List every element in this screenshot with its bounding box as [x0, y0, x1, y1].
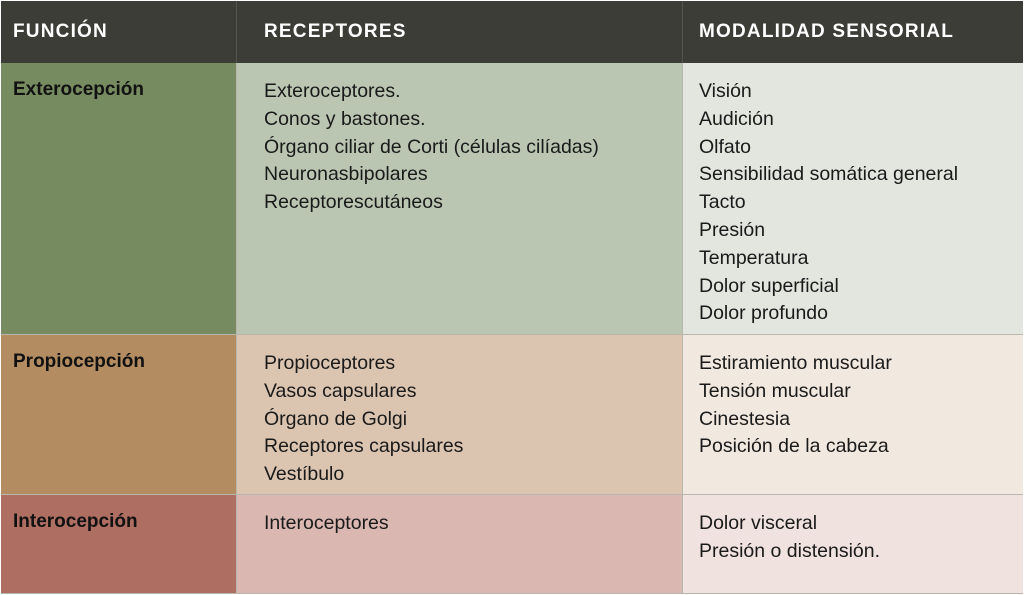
funcion-cell: Exterocepción — [1, 63, 237, 335]
list-item: Exteroceptores. — [264, 80, 401, 102]
header-receptores: RECEPTORES — [237, 1, 683, 63]
list-item: Presión — [699, 218, 766, 241]
list-item: Órgano ciliar de Corti (células cilíadas) — [264, 135, 599, 158]
modalidad-cell — [683, 63, 1023, 335]
list-item: Vasos capsulares — [264, 379, 417, 402]
list-item: Vestíbulo — [264, 463, 345, 486]
list-item: Dolor visceral — [699, 512, 818, 534]
list-item: Visión — [699, 80, 752, 102]
list-item: Conos y bastones. — [264, 107, 426, 130]
receptores-cell — [237, 335, 683, 495]
list-item: Receptores capsulares — [264, 435, 464, 458]
list-item: Posición de la cabeza — [699, 435, 889, 458]
modalidad-cell — [683, 335, 1023, 495]
sensory-function-table — [1, 1, 1023, 594]
list-item: Temperatura — [699, 246, 809, 269]
receptores-cell — [237, 63, 683, 335]
list-item: Interoceptores — [264, 512, 389, 534]
list-item: Neuronasbipolares — [264, 163, 428, 186]
list-item: Presión o distensión. — [699, 539, 881, 562]
funcion-cell: Interocepción — [1, 495, 237, 594]
modalidad-cell — [683, 495, 1023, 594]
list-item: Audición — [699, 107, 774, 130]
receptores-cell — [237, 495, 683, 594]
list-item: Tacto — [699, 191, 746, 214]
list-item: Cinestesia — [699, 407, 791, 430]
header-modalidad-sensorial: MODALIDAD SENSORIAL — [683, 1, 1023, 63]
list-item: Tensión muscular — [699, 379, 851, 402]
list-item: Sensibilidad somática general — [699, 163, 959, 186]
list-item: Órgano de Golgi — [264, 407, 408, 430]
list-item: Receptorescutáneos — [264, 191, 443, 214]
list-item: Estiramiento muscular — [699, 352, 892, 374]
list-item: Propioceptores — [264, 352, 396, 374]
list-item: Olfato — [699, 135, 752, 158]
header-funcion: FUNCIÓN — [1, 1, 237, 63]
funcion-cell: Propiocepción — [1, 335, 237, 495]
list-item: Dolor profundo — [699, 302, 828, 325]
list-item: Dolor superficial — [699, 274, 839, 297]
